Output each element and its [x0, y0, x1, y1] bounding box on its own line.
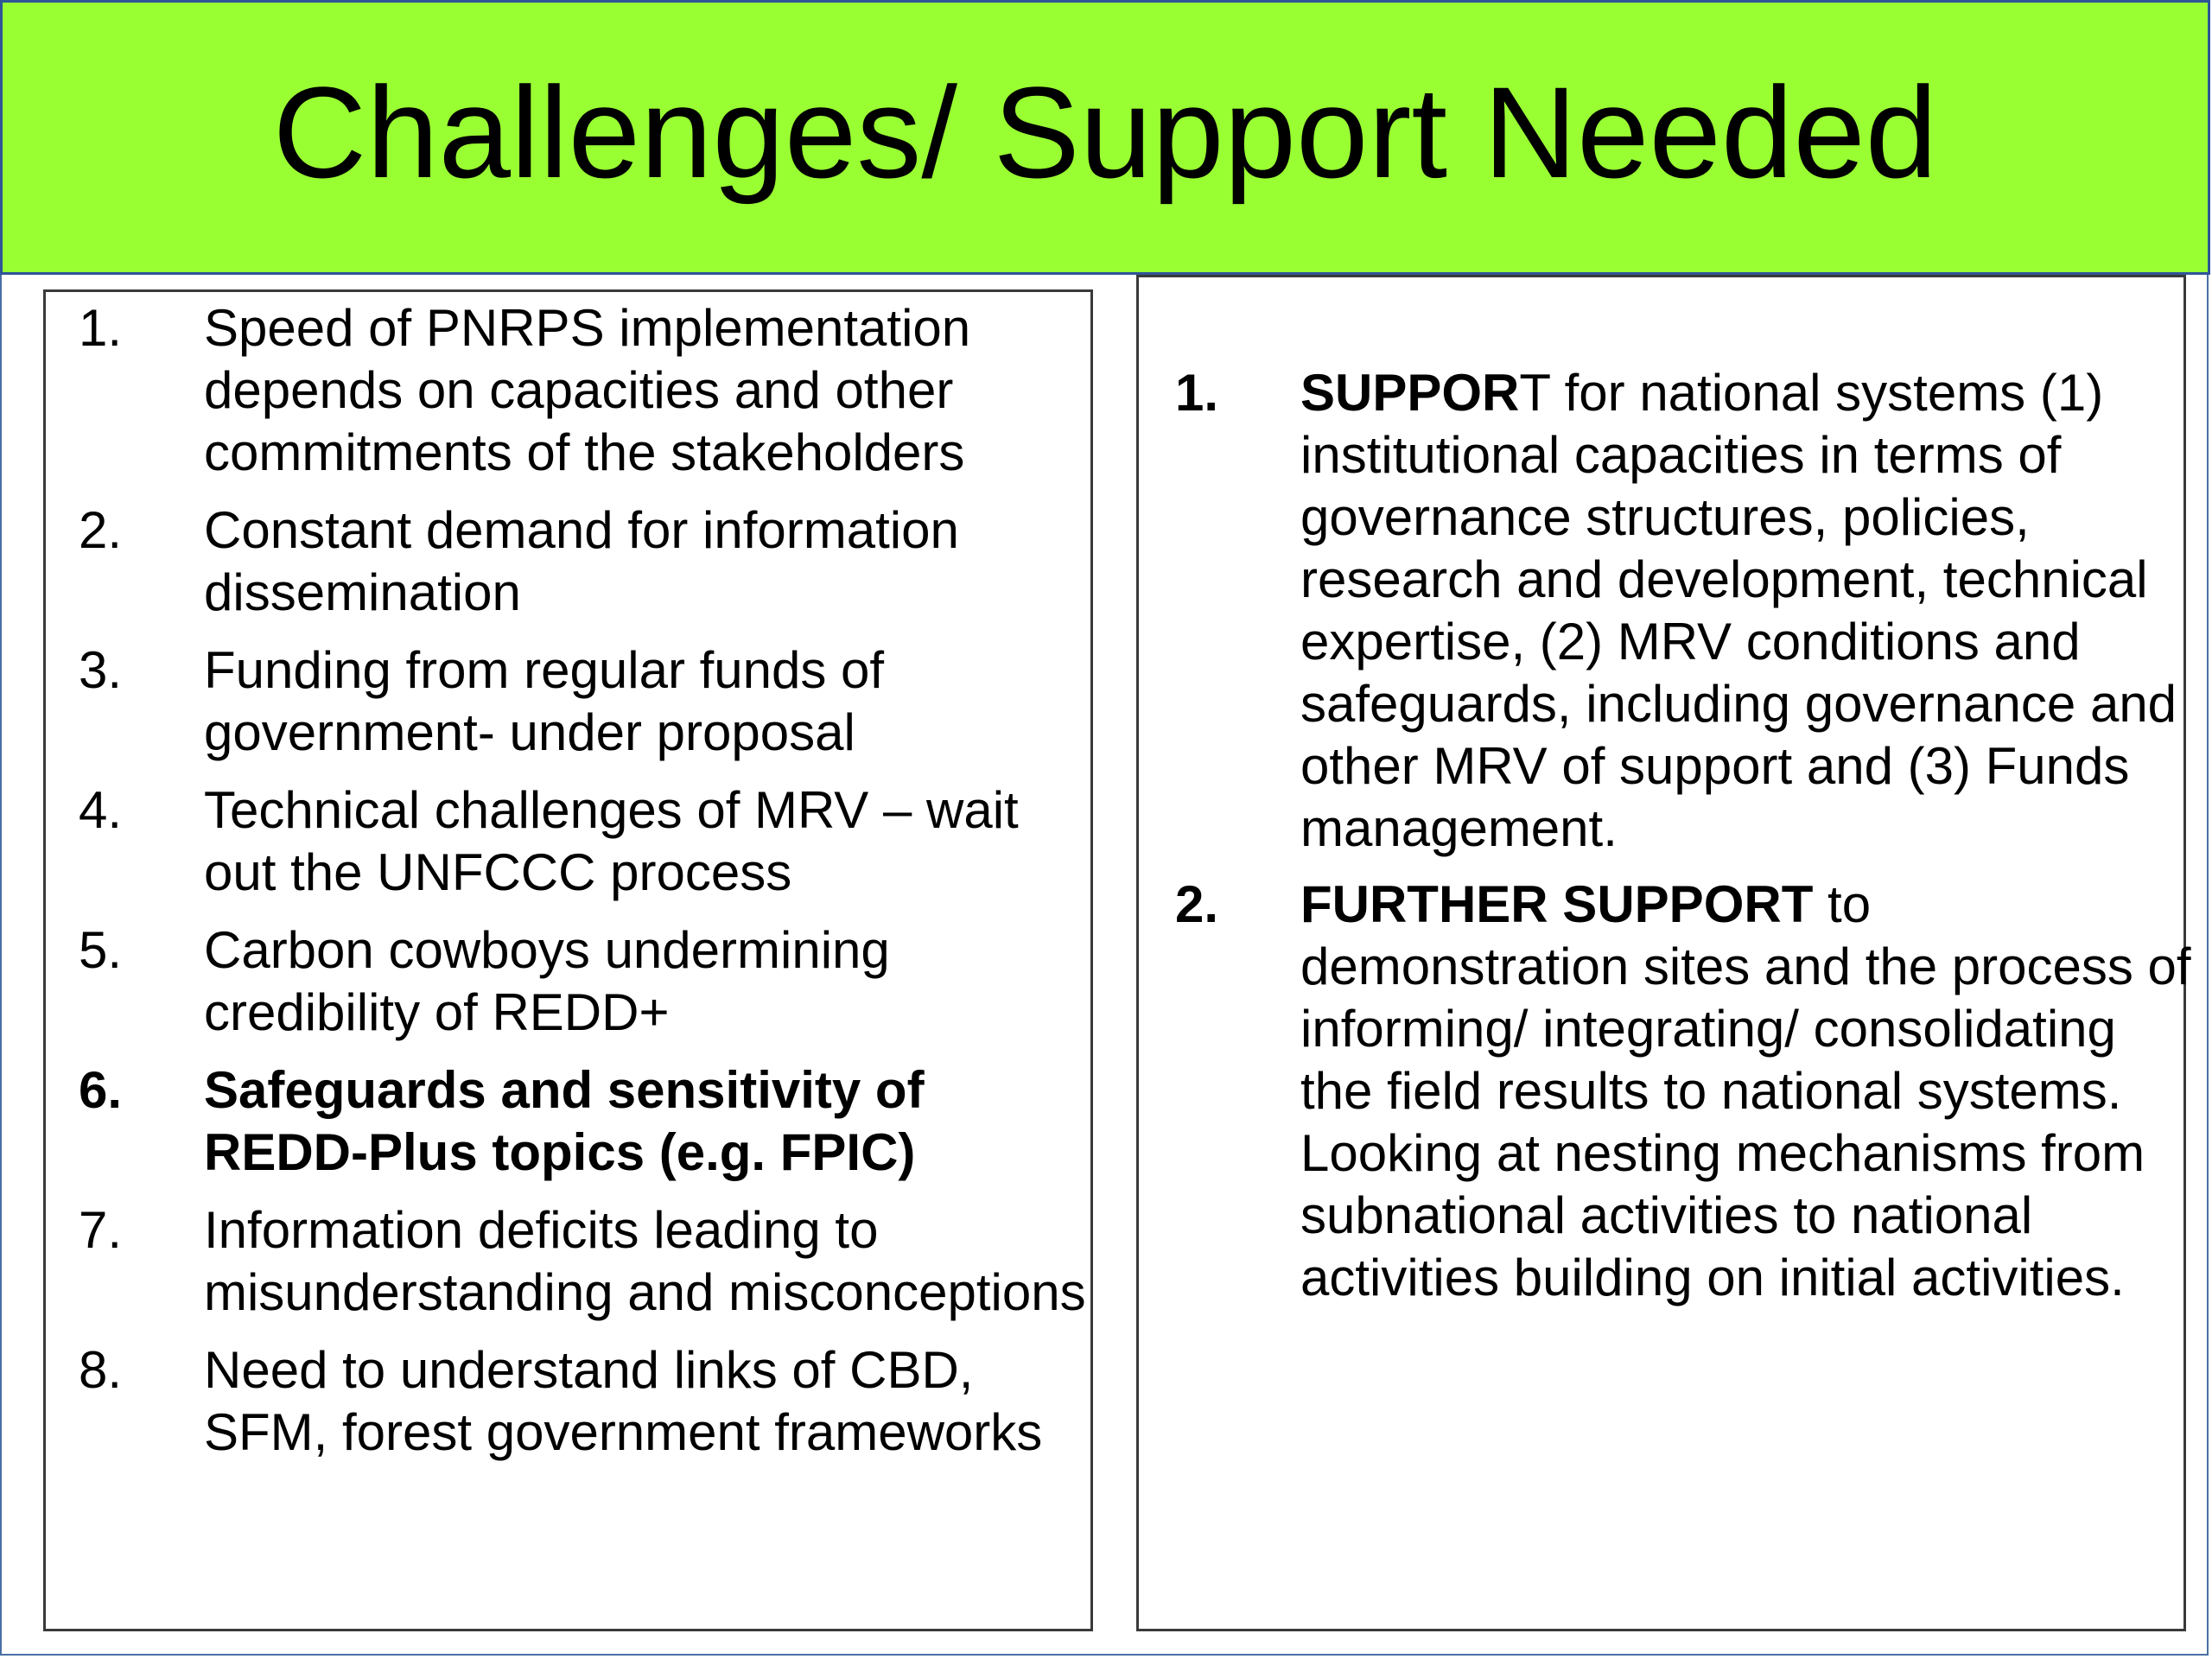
- item-text: Constant demand for information dissemination: [204, 501, 959, 621]
- challenge-item-8: [79, 1339, 1098, 1464]
- item-number: 6.: [79, 1061, 123, 1119]
- item-number: 2.: [79, 501, 123, 559]
- item-lead: FURTHER SUPPORT: [1300, 875, 1814, 933]
- item-number: 1.: [79, 299, 123, 357]
- item-text: Speed of PNRPS implementation depends on capacities and other commitments of the stakeholders: [204, 299, 971, 481]
- item-number: 1.: [1175, 364, 1219, 422]
- slide-title: Challenges/ Support Needed: [272, 59, 1938, 205]
- item-number: 8.: [79, 1341, 123, 1399]
- challenge-item-2: [79, 499, 1098, 624]
- challenge-item-4: [79, 779, 1098, 904]
- challenge-item-5: [79, 919, 1098, 1044]
- item-text: [1300, 362, 2195, 860]
- item-number: 3.: [79, 641, 123, 699]
- item-text: Funding from regular funds of government- under proposal: [204, 641, 885, 761]
- item-text: Information deficits leading to misunderstanding and misconceptions: [204, 1201, 1086, 1321]
- item-text: Need to understand links of CBD, SFM, forest government frameworks: [204, 1341, 1043, 1461]
- challenge-item-1: [79, 297, 1098, 484]
- challenges-list: [79, 297, 1098, 1479]
- item-rest: to demonstration sites and the process of informing/ integrating/ consolidating the field results to national systems. Looking at nesting mechanisms from subnational activities to national activities building on initial activities.: [1300, 875, 2191, 1306]
- challenges-panel: [43, 289, 1093, 1631]
- challenge-item-7: [79, 1199, 1098, 1324]
- title-bar: [0, 0, 2210, 275]
- item-text: [1300, 874, 2195, 1309]
- item-number: 2.: [1175, 875, 1219, 933]
- item-text: Technical challenges of MRV – wait out the UNFCCC process: [204, 781, 1019, 901]
- support-panel: [1136, 275, 2191, 1631]
- challenge-item-6: [79, 1059, 1098, 1184]
- support-list: [1175, 362, 2195, 1323]
- support-item-2: [1175, 874, 2195, 1309]
- item-number: 4.: [79, 781, 123, 839]
- item-text: Safeguards and sensitivity of REDD-Plus topics (e.g. FPIC): [204, 1061, 925, 1181]
- support-item-1: [1175, 362, 2195, 860]
- item-number: 5.: [79, 921, 123, 979]
- item-lead: SUPPOR: [1300, 364, 1520, 422]
- item-number: 7.: [79, 1201, 123, 1259]
- item-text: Carbon cowboys undermining credibility of REDD+: [204, 921, 890, 1041]
- challenge-item-3: [79, 639, 1098, 764]
- item-rest: T for national systems (1) institutional capacities in terms of governance structures, policies, research and development, technical expertise, (2) MRV conditions and safeguards, including governance and other MRV of support and (3) Funds management.: [1300, 364, 2177, 857]
